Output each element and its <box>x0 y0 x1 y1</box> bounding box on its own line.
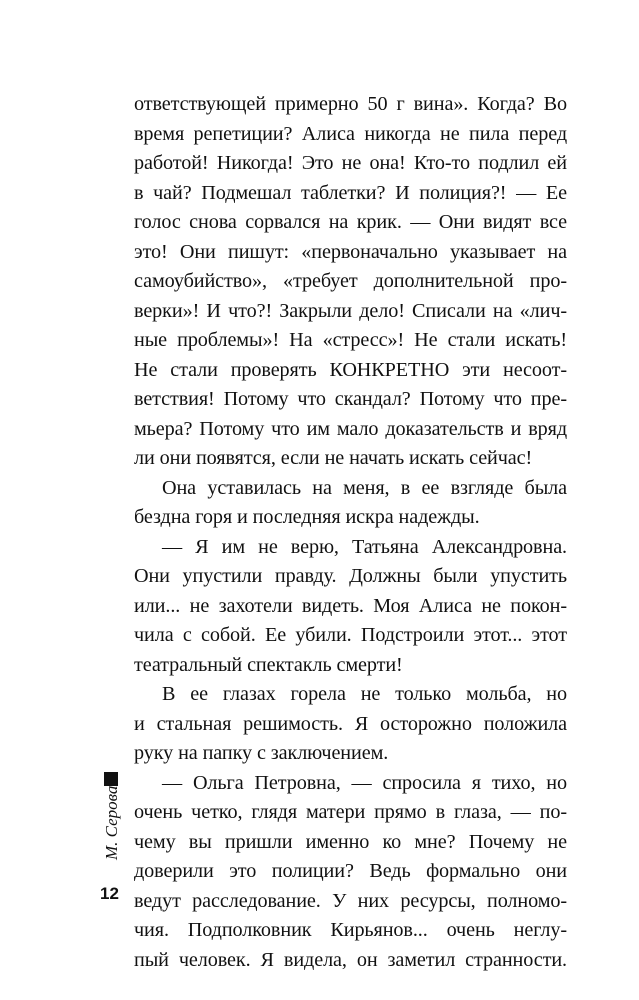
text-line: В ее глазах горела не только мольба, но <box>162 683 567 705</box>
text-line: чему вы пришли именно ко мне? Почему не <box>134 830 567 853</box>
page-marker-square <box>104 772 118 786</box>
author-name: М. Серова <box>102 785 121 860</box>
text-line: ветствия! Потому что скандал? Потому что пре- <box>134 388 567 410</box>
text-line: мьера? Потому что им мало доказательств и вряд <box>134 417 567 440</box>
text-line: самоубийство», «требует дополнительной про- <box>134 270 567 292</box>
text-line: театральный спектакль смерти! <box>134 653 403 676</box>
text-line: это! Они пишут: «первоначально указывает на <box>134 240 567 263</box>
body-text <box>134 90 567 975</box>
text-line: голос снова сорвался на крик. — Они видят все <box>134 211 567 233</box>
text-line: очень четко, глядя матери прямо в глаза, — по- <box>134 801 567 823</box>
text-line: чила с собой. Ее убили. Подстроили этот... этот <box>134 624 567 646</box>
text-line: руку на папку с заключением. <box>134 742 389 764</box>
text-line: — Я им не верю, Татьяна Александровна. <box>162 535 567 558</box>
page-number: 12 <box>100 884 119 903</box>
text-line: — Ольга Петровна, — спросила я тихо, но <box>162 771 567 794</box>
text-line: бездна горя и последняя искра надежды. <box>134 506 480 528</box>
text-line: время репетиции? Алиса никогда не пила перед <box>134 122 567 145</box>
text-line: верки»! И что?! Закрыли дело! Списали на «лич- <box>134 299 567 322</box>
text-line: и стальная решимость. Я осторожно положила <box>134 712 567 735</box>
text-line: в чай? Подмешал таблетки? И полиция?! — Ее <box>134 181 567 204</box>
text-line: ответствующей примерно 50 г вина». Когда? Во <box>134 93 567 115</box>
text-line: доверили это полиции? Ведь формально они <box>134 860 567 882</box>
text-line: Они упустили правду. Должны были упустить <box>134 565 567 587</box>
text-line: чия. Подполковник Кирьянов... очень неглу- <box>134 919 567 941</box>
text-line: или... не захотели видеть. Моя Алиса не покон- <box>134 594 567 617</box>
text-line: ные проблемы»! На «стресс»! Не стали искать! <box>134 329 567 351</box>
text-line: ли они появятся, если не начать искать сейчас! <box>134 447 533 469</box>
text-line: пый человек. Я видела, он заметил странности. <box>134 948 567 971</box>
text-line: Она уставилась на меня, в ее взгляде была <box>162 476 567 499</box>
text-line: Не стали проверять КОНКРЕТНО эти несоот- <box>134 358 567 381</box>
text-line: работой! Никогда! Это не она! Кто-то подлил ей <box>134 152 567 174</box>
text-line: ведут расследование. У них ресурсы, полномо- <box>134 889 567 912</box>
